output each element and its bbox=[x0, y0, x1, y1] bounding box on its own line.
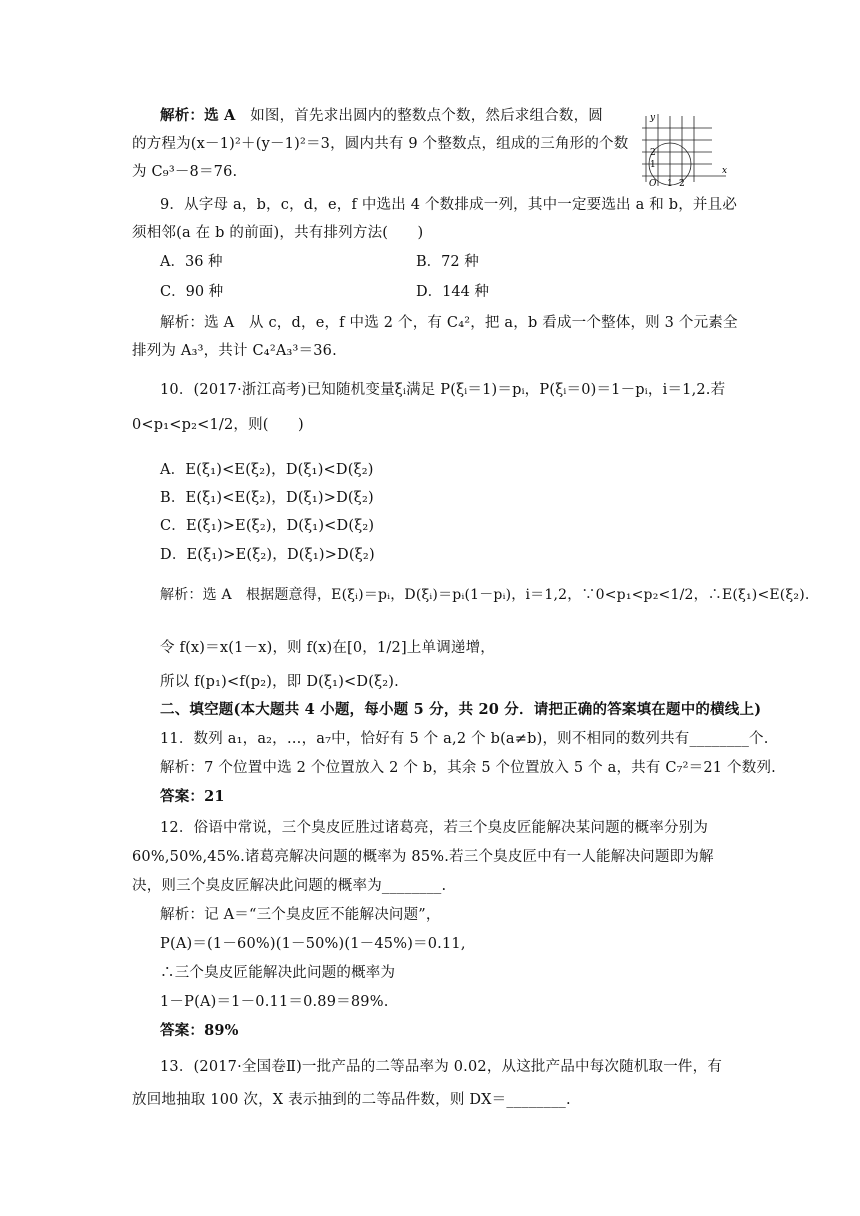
q10-stem-line-1: 10．(2017·浙江高考)已知随机变量ξᵢ满足 P(ξᵢ＝1)＝pᵢ，P(ξᵢ＝0)＝1－pᵢ，i＝1,2.若 bbox=[160, 382, 726, 398]
q10-option-c: C．E(ξ₁)>E(ξ₂)，D(ξ₁)<D(ξ₂) bbox=[160, 518, 375, 534]
q10-solution-line-1: 解析：选 A 根据题意得，E(ξᵢ)＝pᵢ，D(ξᵢ)＝pᵢ(1－pᵢ)，i＝1,2，∵0<p₁<p₂<1/2，∴E(ξ₁)<E(ξ₂). bbox=[160, 587, 810, 603]
origin-label: O bbox=[649, 179, 657, 189]
x-axis-label: x bbox=[722, 166, 728, 176]
q9-option-a: A．36 种 bbox=[160, 254, 223, 270]
q10-option-b: B．E(ξ₁)<E(ξ₂)，D(ξ₁)>D(ξ₂) bbox=[160, 490, 374, 506]
q8-solution-line-2: 的方程为(x－1)²＋(y－1)²＝3，圆内共有 9 个整数点，组成的三角形的个数 bbox=[132, 136, 629, 152]
q9-option-d: D．144 种 bbox=[416, 284, 489, 300]
section-heading-fill-blank: 二、填空题(本大题共 4 小题，每小题 5 分，共 20 分．请把正确的答案填在题中的横线上) bbox=[160, 701, 762, 718]
y-tick-2: 2 bbox=[650, 148, 656, 158]
x-tick-2: 2 bbox=[679, 179, 685, 189]
q12-answer: 答案：89% bbox=[160, 1022, 239, 1039]
y-axis-label: y bbox=[650, 113, 656, 123]
q12-stem-line-1: 12．俗语中常说，三个臭皮匠胜过诸葛亮，若三个臭皮匠能解决某问题的概率分别为 bbox=[160, 820, 709, 836]
q12-solution-line-1: 解析：记 A＝“三个臭皮匠不能解决问题”， bbox=[160, 907, 441, 923]
y-tick-1: 1 bbox=[650, 160, 656, 170]
q9-option-c: C．90 种 bbox=[160, 284, 224, 300]
q10-stem-line-2: 0<p₁<p₂<1/2，则( ) bbox=[132, 417, 304, 433]
q13-stem-line-1: 13．(2017·全国卷Ⅱ)一批产品的二等品率为 0.02，从这批产品中每次随机取一件，有 bbox=[160, 1059, 723, 1075]
q11-stem: 11．数列 a₁，a₂，…，a₇中，恰好有 5 个 a,2 个 b(a≠b)，则不相同的数列共有________个. bbox=[160, 731, 769, 747]
q10-option-d: D．E(ξ₁)>E(ξ₂)，D(ξ₁)>D(ξ₂) bbox=[160, 547, 375, 563]
q12-stem-line-2: 60%,50%,45%.诸葛亮解决问题的概率为 85%.若三个臭皮匠中有一人能解决问题即为解 bbox=[132, 849, 714, 865]
q10-option-a: A．E(ξ₁)<E(ξ₂)，D(ξ₁)<D(ξ₂) bbox=[160, 462, 374, 478]
q9-stem-line-1: 9．从字母 a，b，c，d，e，f 中选出 4 个数排成一列，其中一定要选出 a 和 b，并且必 bbox=[160, 197, 738, 213]
q8-solution-line-3: 为 C₉³－8＝76. bbox=[132, 164, 238, 180]
q12-solution-line-2: P(A)＝(1－60%)(1－50%)(1－45%)＝0.11, bbox=[160, 936, 466, 952]
q13-stem-line-2: 放回地抽取 100 次，X 表示抽到的二等品件数，则 DX＝________. bbox=[132, 1092, 571, 1108]
q11-answer: 答案：21 bbox=[160, 788, 225, 805]
q12-solution-line-4: 1－P(A)＝1－0.11＝0.89＝89%. bbox=[160, 994, 389, 1010]
circle-grid-figure bbox=[638, 110, 734, 190]
q9-solution-line-2: 排列为 A₃³，共计 C₄²A₃³＝36. bbox=[132, 343, 337, 359]
q9-solution-line-1: 解析：选 A 从 c，d，e，f 中选 2 个，有 C₄²，把 a，b 看成一个整体，则 3 个元素全 bbox=[160, 315, 738, 331]
q10-solution-line-2: 令 f(x)＝x(1－x)，则 f(x)在[0，1/2]上单调递增， bbox=[160, 640, 496, 656]
q12-stem-line-3: 决，则三个臭皮匠解决此问题的概率为________. bbox=[132, 878, 447, 894]
q8-solution-line-1: 解析：选 A 如图，首先求出圆内的整数点个数，然后求组合数，圆 bbox=[160, 107, 603, 124]
q9-stem-line-2: 须相邻(a 在 b 的前面)，共有排列方法( ) bbox=[132, 225, 424, 241]
q11-solution: 解析：7 个位置中选 2 个位置放入 2 个 b，其余 5 个位置放入 5 个 a，共有 C₇²＝21 个数列. bbox=[160, 760, 776, 776]
q10-solution-line-3: 所以 f(p₁)<f(p₂)，即 D(ξ₁)<D(ξ₂). bbox=[160, 674, 399, 690]
q9-option-b: B．72 种 bbox=[416, 254, 479, 270]
q12-solution-line-3: ∴三个臭皮匠能解决此问题的概率为 bbox=[160, 965, 396, 981]
x-tick-1: 1 bbox=[667, 179, 673, 189]
